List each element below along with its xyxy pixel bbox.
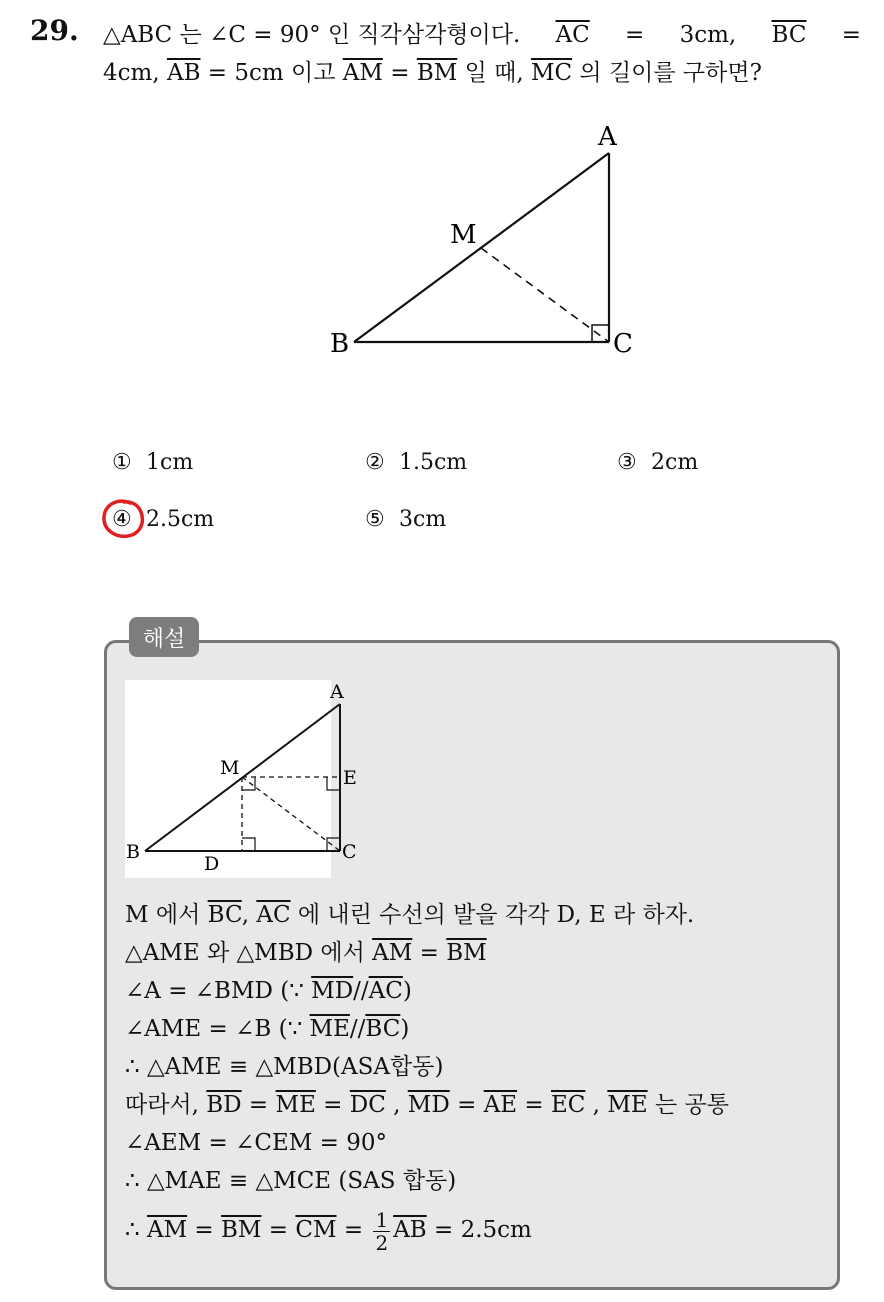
segment-ab: $\overline{AB}$	[393, 1217, 427, 1243]
solution-line-9	[125, 1200, 729, 1260]
label-c: C	[342, 841, 357, 863]
fraction-denominator: 2	[375, 1230, 389, 1255]
solution-line-6	[125, 1086, 729, 1124]
segment-bm: $\overline{BM}$	[416, 60, 458, 86]
segment-ac: $\overline{AC}$	[368, 978, 403, 1004]
choice-number: ②	[365, 450, 385, 475]
segment-me: $\overline{ME}$	[607, 1092, 648, 1118]
s-text: 는 공통	[647, 1092, 729, 1118]
segment-am: $\overline{AM}$	[342, 60, 383, 86]
segment-bc: $\overline{BC}$	[771, 22, 807, 48]
label-m: M	[450, 220, 477, 250]
s-text: //	[349, 1016, 366, 1042]
segment-ec: $\overline{EC}$	[550, 1092, 586, 1118]
segment-bc: $\overline{BC}$	[207, 902, 242, 928]
segment-bd: $\overline{BD}$	[206, 1092, 242, 1118]
solution-line-3	[125, 972, 729, 1010]
choice-text: 2.5cm	[146, 507, 215, 532]
segment-ac: $\overline{AC}$	[555, 22, 590, 48]
triangle-figure	[320, 115, 640, 365]
right-angle-mark	[242, 838, 255, 851]
segment-am: $\overline{AM}$	[372, 940, 413, 966]
question-number: 29.	[30, 14, 79, 47]
s-text: =	[315, 1092, 350, 1118]
segment-ac: $\overline{AC}$	[256, 902, 291, 928]
solution-tag: 해설	[129, 617, 199, 657]
q-text: 4cm,	[103, 60, 167, 86]
segment-ab: $\overline{AB}$	[166, 60, 201, 86]
question-text	[103, 16, 861, 92]
question-line-2	[103, 54, 861, 92]
s-text: =	[449, 1092, 484, 1118]
question-statement: △ABC 는 ∠C = 90° 인 직각삼각형이다.	[103, 22, 521, 48]
choice-number: ①	[112, 450, 132, 475]
choice-text: 3cm	[399, 507, 447, 532]
s-text: ,	[585, 1092, 608, 1118]
s-text: =	[517, 1092, 551, 1118]
s-text: =	[412, 940, 447, 966]
equals-sign: =	[625, 22, 645, 48]
s-text: =	[187, 1217, 222, 1243]
solution-text	[125, 896, 729, 1260]
label-e: E	[343, 767, 357, 789]
solution-line-4	[125, 1010, 729, 1048]
segment-mc-dashed	[242, 777, 340, 851]
segment-cm: $\overline{CM}$	[295, 1217, 337, 1243]
question-line-1	[103, 16, 861, 54]
s-text: ∠AEM = ∠CEM = 90°	[125, 1130, 387, 1156]
s-text: ∠A = ∠BMD (∵	[125, 978, 312, 1004]
choice-text: 1cm	[146, 450, 194, 475]
solution-line-5	[125, 1048, 729, 1086]
s-text: △AME 와 △MBD 에서	[125, 940, 373, 966]
fraction-one-half	[373, 1209, 390, 1254]
s-text: //	[353, 978, 369, 1004]
choice-text: 1.5cm	[399, 450, 468, 475]
answer-circle-marker	[100, 497, 148, 541]
segment-bm: $\overline{BM}$	[446, 940, 487, 966]
solution-line-2	[125, 934, 729, 972]
segment-am: $\overline{AM}$	[146, 1217, 188, 1243]
solution-line-1	[125, 896, 729, 934]
choice-5[interactable]	[365, 507, 446, 532]
q-text: 의 길이를 구하면?	[572, 60, 762, 86]
label-a: A	[598, 122, 617, 152]
segment-bc: $\overline{BC}$	[365, 1016, 401, 1042]
q-text: =	[382, 60, 417, 86]
s-text: 따라서,	[125, 1092, 207, 1118]
segment-dc: $\overline{DC}$	[349, 1092, 386, 1118]
s-text: ∠AME = ∠B (∵	[125, 1016, 310, 1042]
segment-md: $\overline{MD}$	[407, 1092, 450, 1118]
length-ac: 3cm,	[679, 22, 737, 48]
segment-ae: $\overline{AE}$	[483, 1092, 518, 1118]
s-text: ,	[385, 1092, 408, 1118]
segment-mc: $\overline{MC}$	[530, 60, 573, 86]
label-m: M	[220, 757, 240, 779]
s-text: = 2.5cm	[426, 1217, 532, 1243]
choice-2[interactable]	[365, 450, 467, 475]
segment-bm: $\overline{BM}$	[221, 1217, 262, 1243]
s-text: ,	[241, 902, 257, 928]
s-text: 에 내린 수선의 발을 각각 D, E 라 하자.	[290, 902, 695, 928]
solution-line-7	[125, 1124, 729, 1162]
s-text: ∴ △MAE ≡ △MCE (SAS 합동)	[125, 1168, 457, 1194]
choice-number: ④	[112, 507, 132, 532]
solution-figure	[125, 680, 357, 878]
label-b: B	[330, 329, 350, 359]
q-text: = 5cm 이고	[200, 60, 343, 86]
choice-number: ③	[617, 450, 637, 475]
s-text: )	[402, 978, 412, 1004]
choice-number: ⑤	[365, 507, 385, 532]
s-text: ∴ △AME ≡ △MBD(ASA합동)	[125, 1054, 444, 1080]
s-text: =	[261, 1217, 296, 1243]
fraction-numerator: 1	[375, 1207, 389, 1232]
s-text: ∴	[125, 1217, 147, 1243]
s-text: =	[336, 1217, 371, 1243]
label-d: D	[204, 853, 220, 875]
s-text: M 에서	[125, 902, 208, 928]
label-a: A	[330, 681, 344, 703]
label-c: C	[613, 329, 633, 359]
s-text: =	[241, 1092, 276, 1118]
q-text: 일 때,	[457, 60, 531, 86]
choice-3[interactable]	[617, 450, 698, 475]
choice-1[interactable]	[112, 450, 193, 475]
segment-me: $\overline{ME}$	[275, 1092, 316, 1118]
equals-sign: =	[841, 22, 861, 48]
segment-md: $\overline{MD}$	[311, 978, 354, 1004]
label-b: B	[126, 841, 140, 863]
segment-mc-dashed	[481, 248, 609, 342]
segment-me: $\overline{ME}$	[309, 1016, 350, 1042]
choice-text: 2cm	[651, 450, 699, 475]
s-text: )	[400, 1016, 410, 1042]
solution-line-8	[125, 1162, 729, 1200]
